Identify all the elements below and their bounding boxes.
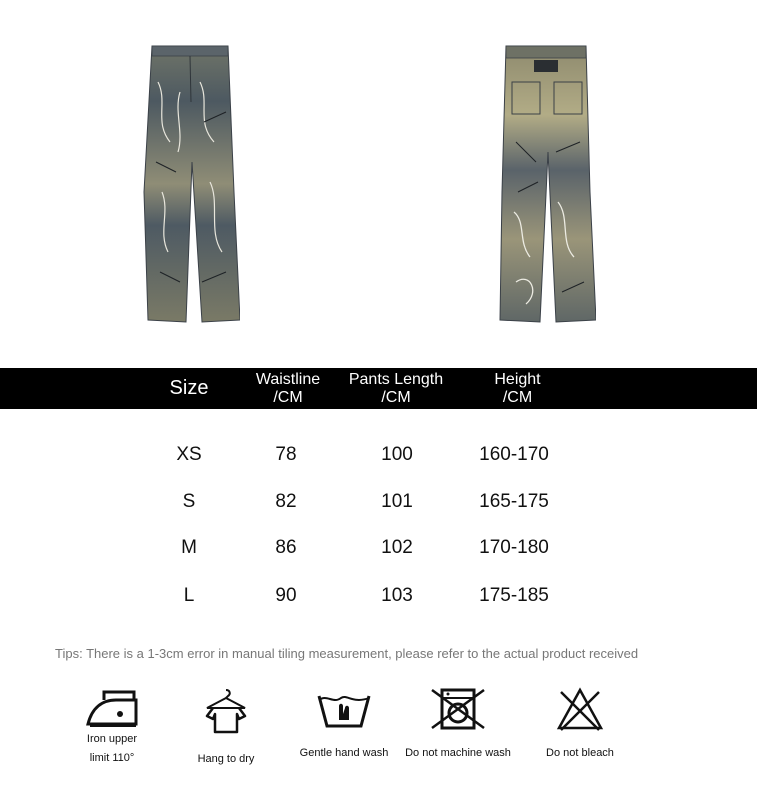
care-hang (186, 686, 266, 769)
care-hang-label: Hang to dry (197, 753, 255, 765)
header-waistline-unit: /CM (273, 389, 303, 406)
cell-waist: 82 (275, 491, 297, 512)
header-waistline-label: Waistline (255, 371, 321, 388)
care-iron (70, 686, 154, 768)
cell-size: M (181, 537, 197, 558)
measurement-tips: Tips: There is a 1-3cm error in manual tiling measurement, please refer to the actual product received (55, 646, 639, 661)
jeans-front-image (140, 42, 240, 324)
table-row (0, 581, 757, 611)
cell-height: 170-180 (479, 537, 549, 558)
hang-dry-icon (203, 686, 249, 736)
iron-icon (82, 686, 142, 730)
header-waistline (238, 368, 338, 412)
jeans-back-illustration (496, 42, 596, 324)
cell-height: 160-170 (479, 444, 549, 465)
care-hand-wash-label: Gentle hand wash (299, 747, 389, 759)
jeans-front-illustration (140, 42, 240, 324)
care-iron-label-1: Iron upper (86, 733, 138, 745)
cell-size: L (183, 585, 195, 606)
cell-length: 101 (381, 491, 413, 512)
header-pants-length-unit: /CM (381, 389, 411, 406)
table-row (0, 533, 757, 563)
cell-size: XS (176, 444, 202, 465)
care-no-bleach-label: Do not bleach (546, 747, 614, 759)
cell-waist: 78 (275, 444, 297, 465)
header-pants-length-label: Pants Length (348, 371, 444, 388)
cell-height: 165-175 (479, 491, 549, 512)
care-iron-label-2: limit 110° (89, 752, 135, 764)
header-height-label: Height (494, 371, 541, 388)
hand-wash-icon (315, 686, 373, 732)
care-no-bleach (536, 686, 624, 763)
care-hand-wash (292, 686, 396, 763)
size-table-header (0, 368, 757, 409)
table-row (0, 487, 757, 517)
cell-waist: 90 (275, 585, 297, 606)
care-no-machine-wash-label: Do not machine wash (405, 747, 511, 759)
header-size: Size (169, 377, 209, 399)
care-no-machine-wash (398, 686, 518, 763)
header-pants-length (336, 368, 456, 412)
cell-waist: 86 (275, 537, 297, 558)
jeans-back-image (496, 42, 596, 324)
cell-length: 102 (381, 537, 413, 558)
no-machine-wash-icon (428, 686, 488, 732)
cell-height: 175-185 (479, 585, 549, 606)
table-row (0, 440, 757, 470)
header-height-unit: /CM (502, 389, 533, 406)
header-height (460, 368, 575, 412)
no-bleach-icon (555, 686, 605, 732)
cell-length: 100 (381, 444, 413, 465)
cell-size: S (182, 491, 196, 512)
cell-length: 103 (381, 585, 413, 606)
